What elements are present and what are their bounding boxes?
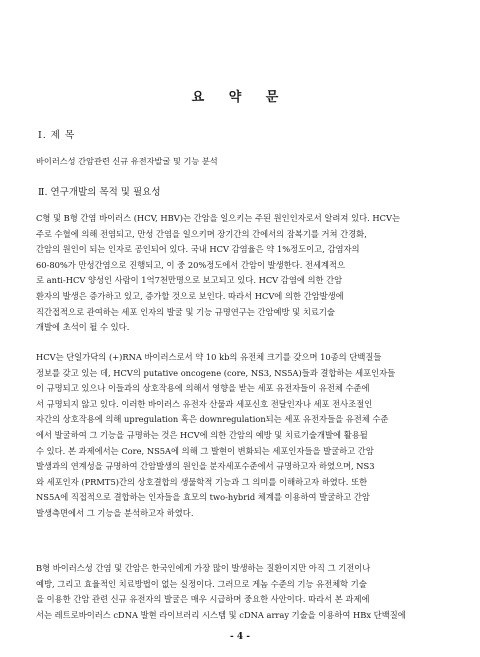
text-line: 주로 수혈에 의해 전염되고, 만성 간염을 일으키며 장기간의 간에서의 잠복기를 거쳐 간경화, <box>36 228 367 239</box>
text-line: HCV는 단일가닥의 (+)RNA 바이러스로서 약 10 kb의 유전체 크기를 갖으며 10종의 단백질들 <box>36 352 382 362</box>
paragraph-hbv <box>36 561 440 623</box>
text-line: 발생측면에서 그 기능을 분석하고자 하였다. <box>36 507 194 518</box>
text-line: 60-80%가 만성간염으로 진행되고, 이 중 20%정도에서 간암이 발생한다. 전세계적으 <box>36 259 346 270</box>
text-line: 에서 발굴하여 그 기능을 규명하는 것은 HCV에 의한 간암의 예방 및 치료기술개발에 활용될 <box>36 429 368 440</box>
text-line: 직간접적으로 관여하는 세포 인자의 발굴 및 기능 규명연구는 간암예방 및 치료기술 <box>36 306 335 317</box>
text-line: 예방, 그리고 효율적인 치료방법이 없는 실정이다. 그러므로 게놈 수준의 기능 유전체학 기술 <box>36 578 367 589</box>
text-line: 환자의 발생은 증가하고 있고, 증가할 것으로 보인다. 따라서 HCV에 의한 간암발생에 <box>36 290 344 301</box>
text-line: 로 anti-HCV 양성인 사람이 1억7천만명으로 보고되고 있다. HCV 감염에 의한 간암 <box>36 275 343 286</box>
text-line: 간암의 원인이 되는 인자로 공인되어 있다. 국내 HCV 감염율은 약 1%정도이고, 감염자의 <box>36 244 360 255</box>
text-line: 개발에 초석이 될 수 있다. <box>36 322 130 333</box>
text-line: 이 규명되고 있으나 이들과의 상호작용에 의해서 영향을 받는 세포 유전자들이 유전체 수준에 <box>36 383 370 394</box>
section-heading-purpose: Ⅱ. 연구개발의 목적 및 필요성 <box>38 187 161 198</box>
text-line: 자간의 상호작용에 의해 upregulation 혹은 downregulation되는 세포 유전자들을 유전체 수준 <box>36 414 389 425</box>
paragraph-hcv-overview <box>36 211 440 336</box>
text-line: 정보를 갖고 있는 데, HCV의 putative oncogene (core, NS3, NS5A)들과 결합하는 세포인자들 <box>36 367 396 378</box>
section-heading-title: Ⅰ. 제 목 <box>38 130 76 141</box>
text-line: 을 이용한 간암 관련 신규 유전자의 발굴은 매우 시급하며 중요한 사안이다. 따라서 본 과제에 <box>36 594 370 605</box>
text-line: 발생과의 연계성을 규명하여 간암발생의 원인을 분자세포수준에서 규명하고자 하였으며, NS3 <box>36 461 375 472</box>
text-line: 와 세포인자 (PRMT5)간의 상호결합의 생물학적 기능과 그 의미를 이해하고자 하였다. 또한 <box>36 476 368 487</box>
page-title: 요 약 문 <box>191 90 289 105</box>
page-number: - 4 - <box>230 632 250 642</box>
text-line: 서 규명되지 않고 있다. 이러한 바이러스 유전자 산물과 세포신호 전달인자나 세포 전사조절인 <box>36 398 373 409</box>
text-line: C형 및 B형 간염 바이러스 (HCV, HBV)는 간암을 일으키는 주된 원인인자로서 알려져 있다. HCV는 <box>36 213 400 223</box>
text-line: 수 있다. 본 과제에서는 Core, NS5A에 의해 그 발현이 변화되는 세포인자들을 발굴하고 간암 <box>36 445 374 456</box>
project-subject: 바이러스성 간암관련 신규 유전자발굴 및 기능 분석 <box>36 156 218 166</box>
paragraph-hcv-genome <box>36 350 440 522</box>
text-line: 서는 레트로바이러스 cDNA 발현 라이브러리 시스템 및 cDNA array 기술을 이용하여 HBx 단백질에 <box>36 609 406 620</box>
text-line: B형 바이러스성 간염 및 간암은 한국인에게 가장 많이 발생하는 질환이지만 아직 그 기전이나 <box>36 563 371 573</box>
text-line: NS5A에 직접적으로 결합하는 인자들을 효모의 two-hybrid 체계를 이용하여 발굴하고 간암 <box>36 492 370 503</box>
